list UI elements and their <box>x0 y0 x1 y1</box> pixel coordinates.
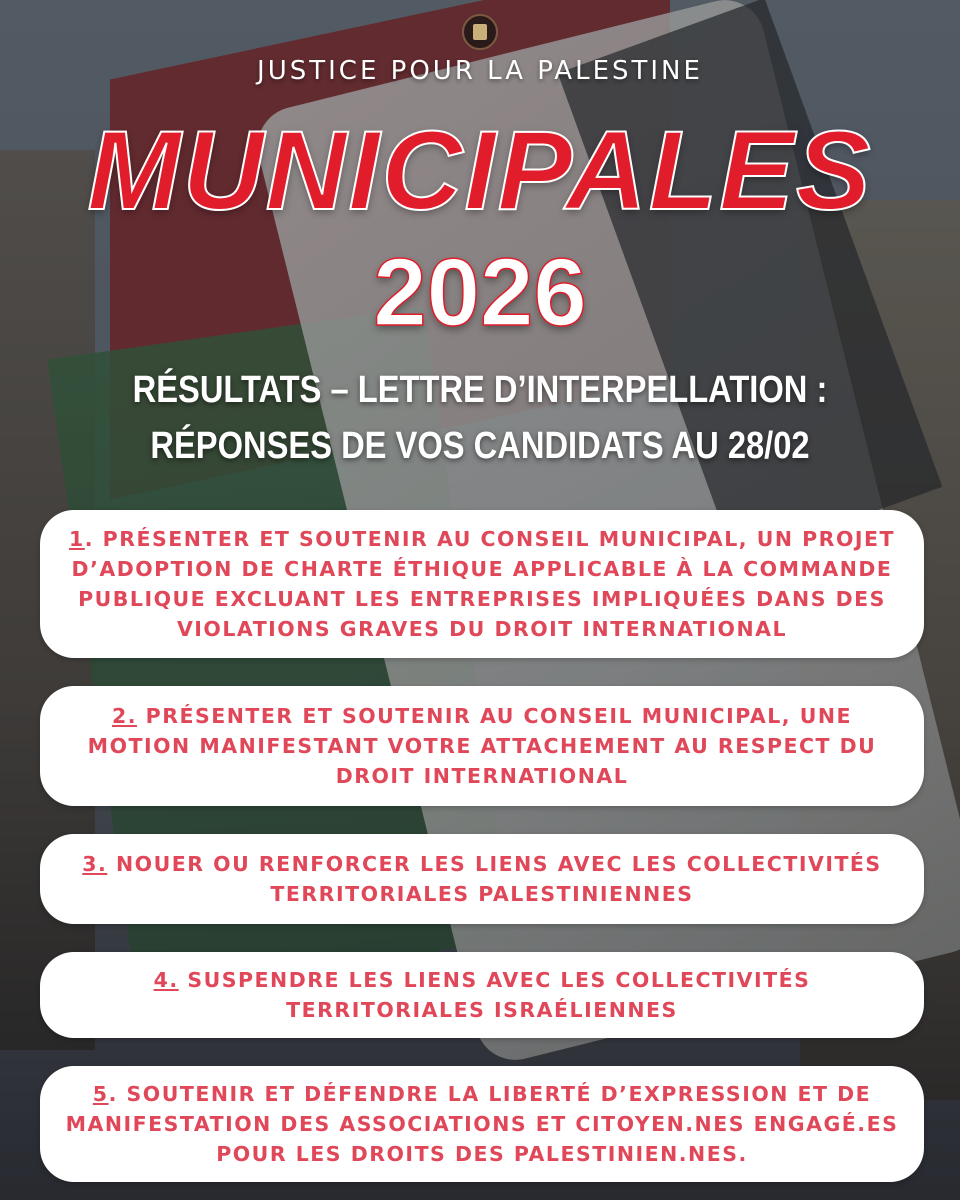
demand-number-5: 5 <box>92 1082 109 1106</box>
demand-text-1 <box>64 524 900 644</box>
demand-number-4: 4. <box>153 968 179 992</box>
demand-label-1: PRÉSENTER ET SOUTENIR AU CONSEIL MUNICIPAL, UN PROJET D’ADOPTION DE CHARTE ÉTHIQUE APPLICABLE À LA COMMANDE PUBLIQUE EXCLUANT LES ENTREPRISES IMPLIQUÉES DANS DES VIOLATIONS GRAVES DU DROIT INTERNATIONAL <box>71 527 896 641</box>
demand-text-4 <box>64 965 900 1025</box>
demand-card-1 <box>40 510 924 658</box>
demand-card-3 <box>40 834 924 924</box>
demand-card-5 <box>40 1066 924 1182</box>
subtitle-line-2: RÉPONSES DE VOS CANDIDATS AU 28/02 <box>150 425 810 467</box>
demand-label-5: SOUTENIR ET DÉFENDRE LA LIBERTÉ D’EXPRESSION ET DE MANIFESTATION DES ASSOCIATIONS ET CITOYEN.NES ENGAGÉ.ES POUR LES DROITS DES PALESTINIEN.NES. <box>65 1082 899 1166</box>
demand-separator-2 <box>137 704 146 728</box>
demand-number-3: 3. <box>82 852 108 876</box>
year-title: 2026 <box>373 239 587 346</box>
organization-title: JUSTICE POUR LA PALESTINE <box>257 56 703 86</box>
subtitle <box>67 362 893 474</box>
demand-number-2: 2. <box>111 704 138 728</box>
main-title: MUNICIPALES <box>87 108 873 233</box>
demand-card-2 <box>40 686 924 806</box>
demand-separator-1: . <box>84 527 103 551</box>
demand-label-4: SUSPENDRE LES LIENS AVEC LES COLLECTIVITÉS TERRITORIALES ISRAÉLIENNES <box>187 968 811 1022</box>
demand-label-3: NOUER OU RENFORCER LES LIENS AVEC LES COLLECTIVITÉS TERRITORIALES PALESTINIENNES <box>115 852 882 906</box>
demand-label-2: PRÉSENTER ET SOUTENIR AU CONSEIL MUNICIPAL, UNE MOTION MANIFESTANT VOTRE ATTACHEMENT AU RESPECT DU DROIT INTERNATIONAL <box>87 704 877 788</box>
demand-separator-3 <box>107 852 116 876</box>
demand-text-5 <box>64 1079 900 1169</box>
demand-number-1: 1 <box>68 527 85 551</box>
demand-text-3 <box>64 849 900 909</box>
subtitle-line-1: RÉSULTATS – LETTRE D’INTERPELLATION : <box>132 369 828 411</box>
demand-separator-5: . <box>108 1082 127 1106</box>
demand-text-2 <box>64 701 900 791</box>
demand-card-4 <box>40 952 924 1038</box>
organization-logo <box>462 14 498 50</box>
